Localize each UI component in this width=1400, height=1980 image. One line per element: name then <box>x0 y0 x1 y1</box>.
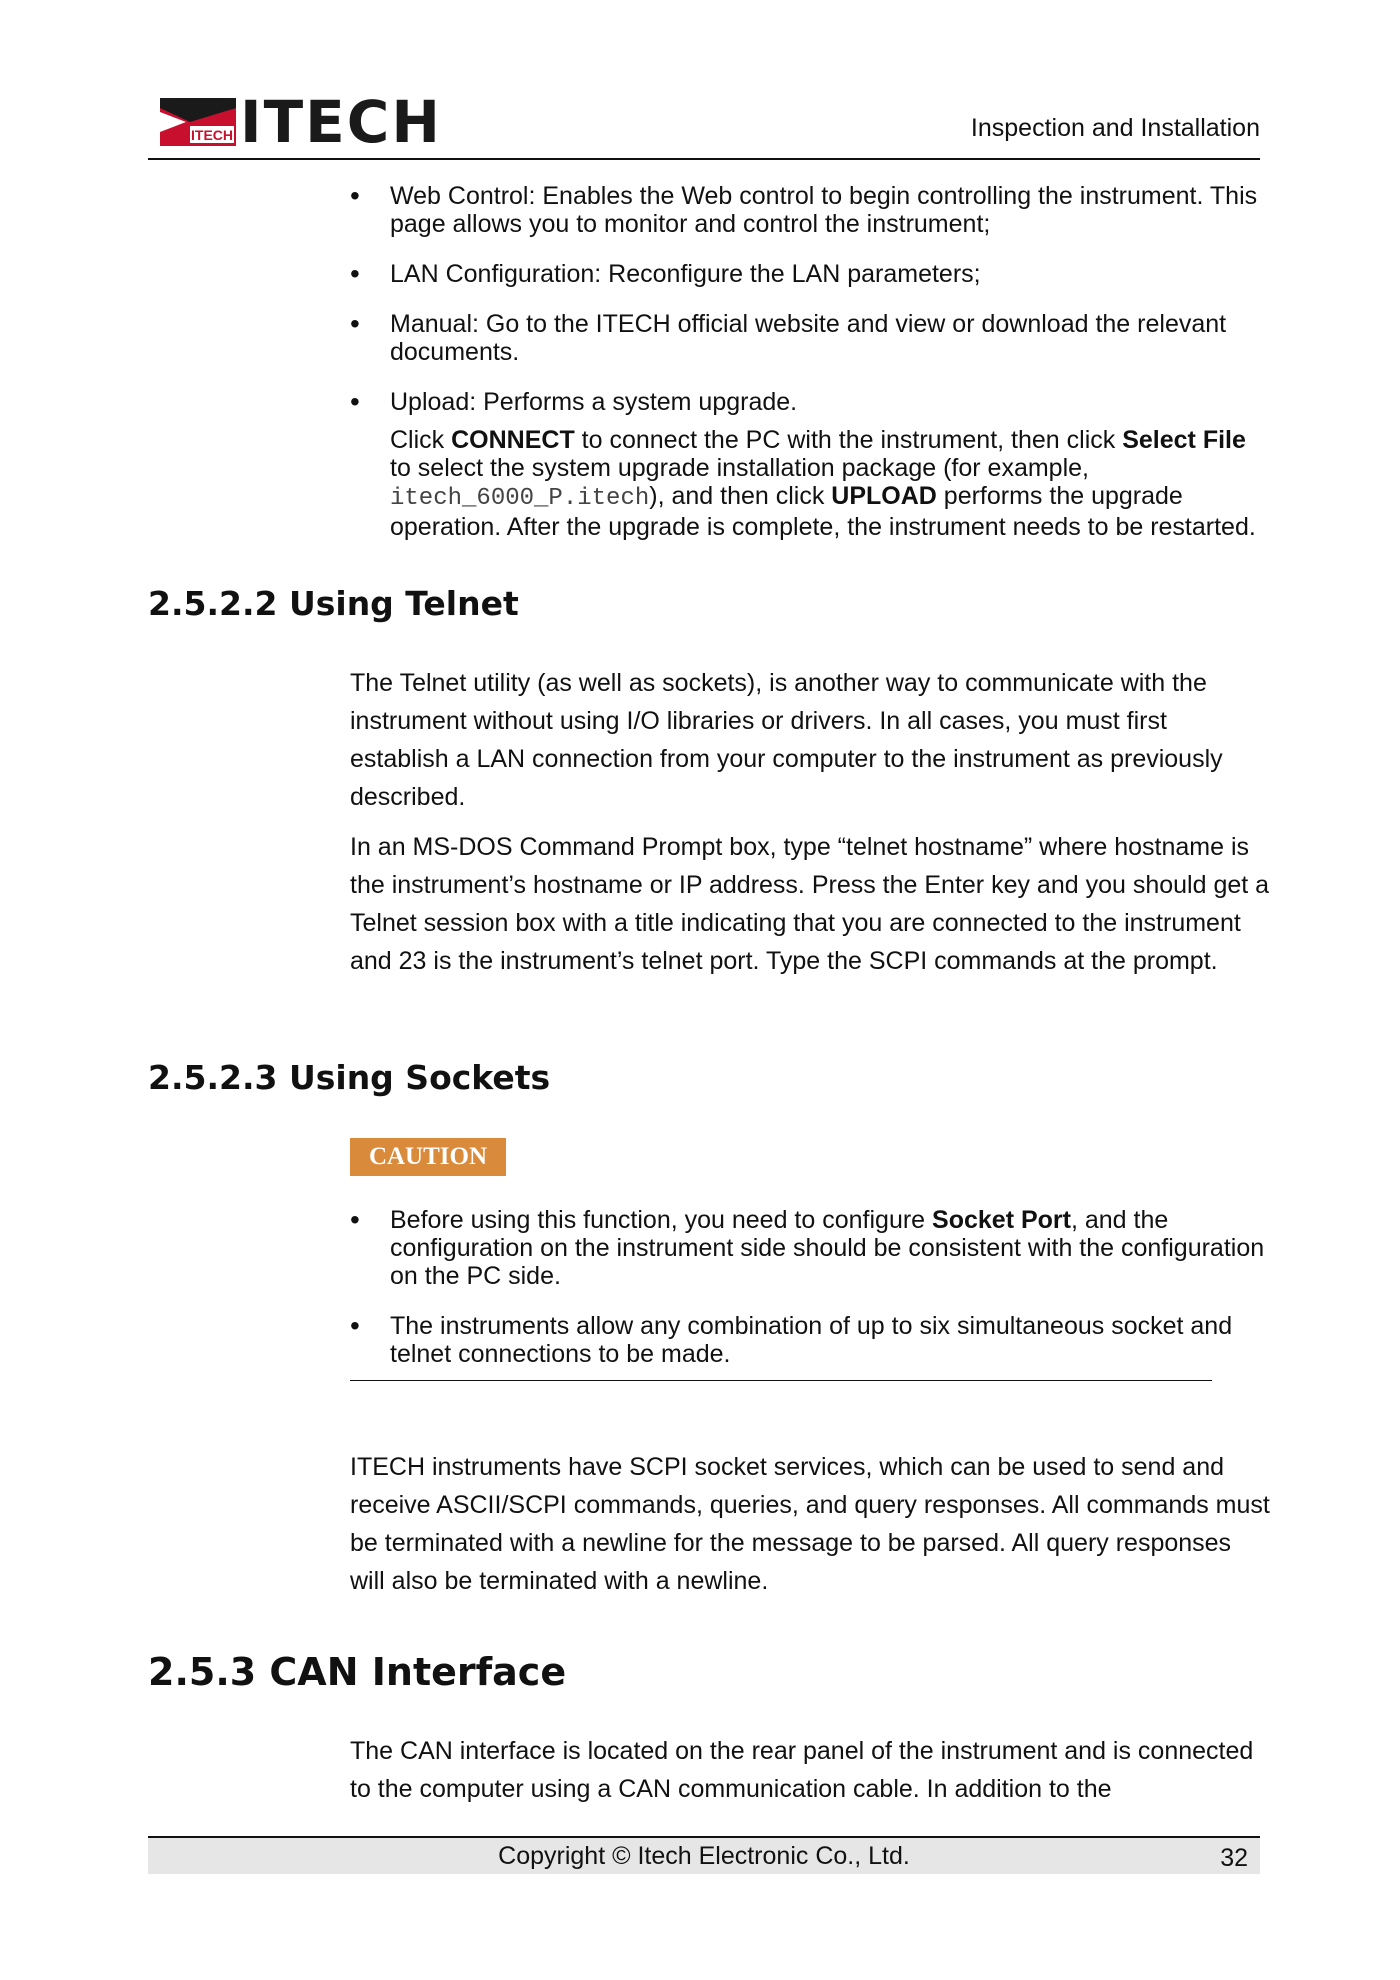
itech-logo <box>160 88 442 156</box>
bullet-icon: • <box>350 1310 360 1341</box>
logo-badge-text: ITECH <box>191 127 233 143</box>
copyright-text: Copyright © Itech Electronic Co., Ltd. <box>498 1842 910 1870</box>
sockets-paragraph: ITECH instruments have SCPI socket services, which can be used to send and receive ASCII/SCPI commands, queries, and query responses. All commands must be terminated with a newline for the message to be parsed. All query responses will also be terminated with a newline. <box>350 1453 1270 1595</box>
heading-using-sockets: 2.5.2.3 Using Sockets <box>148 1058 551 1097</box>
heading-can-interface: 2.5.3 CAN Interface <box>148 1650 567 1694</box>
bullet-icon: • <box>350 386 360 417</box>
bullet-icon: • <box>350 308 360 339</box>
page-number: 32 <box>1220 1844 1248 1872</box>
list-item: • Upload: Performs a system upgrade. <box>350 386 798 417</box>
section-title: Inspection and Installation <box>970 114 1260 142</box>
heading-using-telnet: 2.5.2.2 Using Telnet <box>148 584 519 623</box>
page-footer <box>148 1836 1260 1874</box>
caution-divider <box>350 1380 1212 1381</box>
logo-wordmark: ITECH <box>240 88 442 156</box>
can-paragraph: The CAN interface is located on the rear panel of the instrument and is connected to the computer using a CAN communication cable. In addition to the <box>350 1737 1254 1803</box>
feature-list <box>350 182 1270 416</box>
list-item: • The instruments allow any combination of up to six simultaneous socket and telnet connections to be made. <box>350 1310 1233 1368</box>
telnet-paragraph-2: In an MS-DOS Command Prompt box, type “telnet hostname” where hostname is the instrument’s hostname or IP address. Press the Enter key and you should get a Telnet session box with a title indicating that you are connected to the instrument and 23 is the instrument’s telnet port. Type the SCPI commands at the prompt. <box>350 833 1270 975</box>
example-filename: itech_6000_P.itech <box>390 485 650 512</box>
page-header <box>148 88 1260 160</box>
list-item: • Web Control: Enables the Web control to begin controlling the instrument. This page allows you to monitor and control the instrument; <box>350 180 1258 238</box>
list-item: • LAN Configuration: Reconfigure the LAN parameters; <box>350 258 981 289</box>
bullet-icon: • <box>350 1204 360 1235</box>
list-item: • Manual: Go to the ITECH official website and view or download the relevant documents. <box>350 308 1227 366</box>
caution-list <box>350 1206 1270 1368</box>
bullet-icon: • <box>350 180 360 211</box>
bullet-icon: • <box>350 258 360 289</box>
itech-logo-mark-icon <box>160 98 236 146</box>
telnet-paragraph-1: The Telnet utility (as well as sockets), is another way to communicate with the instrument without using I/O libraries or drivers. In all cases, you must first establish a LAN connection from your computer to the instrument as previously described. <box>350 669 1223 811</box>
upload-instructions: Click CONNECT to connect the PC with the instrument, then click Select File to select the system upgrade installation package (for example, itech_6000_P.itech), and then click UPLOAD performs the upgrade operation. After the upgrade is complete, the instrument needs to be restarted. <box>390 426 1256 541</box>
caution-badge: CAUTION <box>350 1138 506 1176</box>
list-item: • Before using this function, you need to configure Socket Port, and the configuration on the instrument side should be consistent with the configuration on the PC side. <box>350 1204 1265 1290</box>
